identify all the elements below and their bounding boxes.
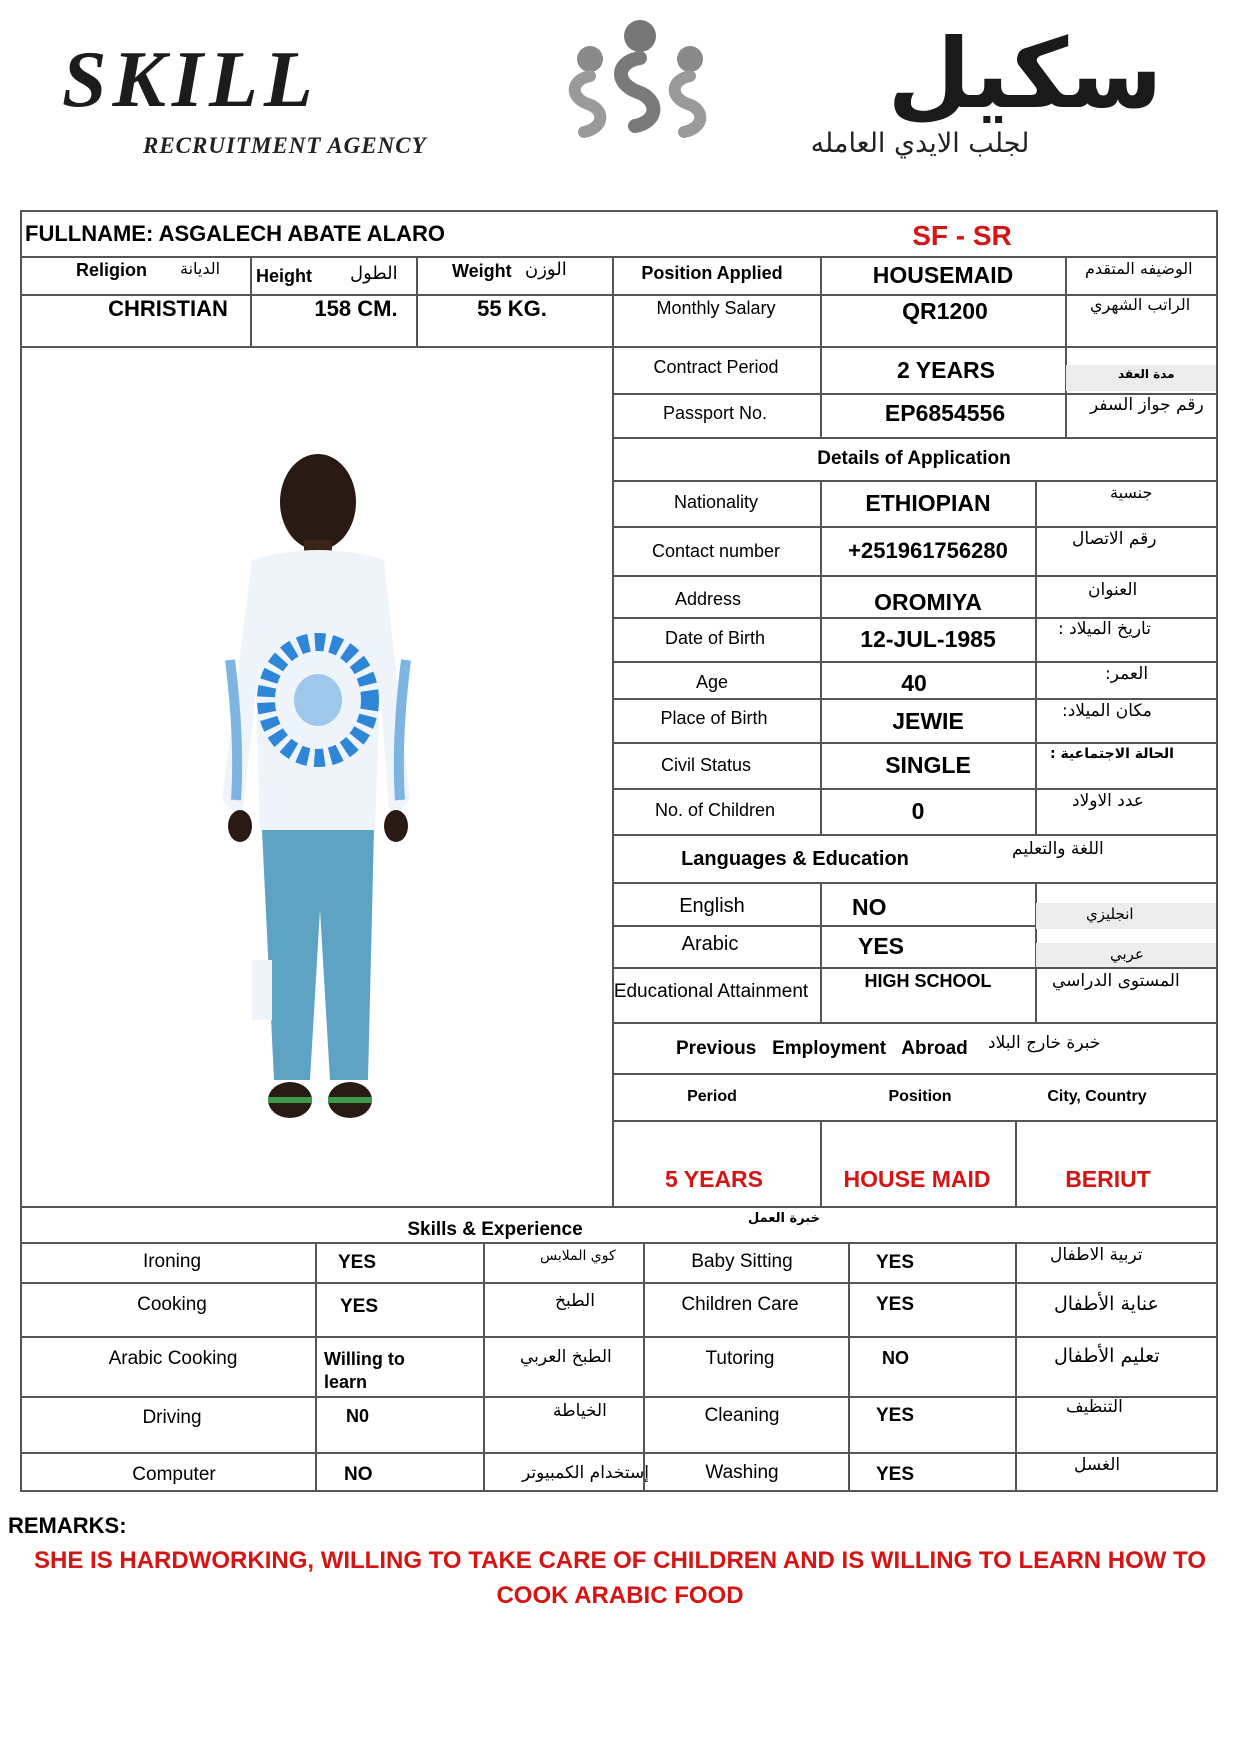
position-label-ar: الوضيفه المتقدم (1085, 259, 1193, 278)
applicant-photo (170, 440, 430, 1140)
skill-computer-value: NO (344, 1464, 373, 1485)
skill-driving-value: N0 (346, 1406, 370, 1426)
skill-cooking-label: Cooking (137, 1294, 207, 1315)
dob-value: 12-JUL-1985 (860, 626, 996, 652)
address-label: Address (674, 589, 742, 609)
arabic-value: YES (858, 933, 905, 959)
logo-text-en: SKILL (62, 36, 319, 124)
skill-driving-label: Driving (142, 1407, 202, 1428)
logo-text-ar: سكيل (887, 18, 1163, 130)
logo-subtitle-en: RECRUITMENT AGENCY (143, 133, 427, 158)
nationality-label: Nationality (673, 492, 759, 512)
nationality-label-ar: جنسية (1110, 483, 1153, 502)
age-label: Age (695, 672, 729, 692)
contact-label: Contact number (651, 541, 781, 561)
fullname: FULLNAME: ASGALECH ABATE ALARO (25, 221, 445, 246)
children-value: 0 (911, 798, 925, 824)
skill-arabiccooking-ar: الطبخ العربي (520, 1347, 612, 1367)
languages-title-ar: اللغة والتعليم (1012, 839, 1104, 859)
weight-label: Weight (452, 261, 512, 281)
skill-washing-value: YES (876, 1464, 915, 1485)
skills-title-ar: خبرة العمل (748, 1211, 820, 1226)
salary-value: QR1200 (902, 298, 988, 324)
details-title: Details of Application (817, 448, 1011, 469)
arabic-label: Arabic (681, 933, 739, 955)
col-city: City, Country (1047, 1088, 1147, 1105)
religion-value: CHRISTIAN (108, 296, 228, 321)
skill-cleaning-value: YES (876, 1405, 915, 1426)
employment-title-ar: خبرة خارج البلاد (988, 1033, 1101, 1053)
nationality-value: ETHIOPIAN (865, 490, 991, 516)
dob-label: Date of Birth (664, 628, 766, 648)
english-value: NO (852, 894, 887, 920)
english-label: English (679, 895, 745, 917)
skill-ironing-label: Ironing (142, 1251, 202, 1272)
skill-babysitting-value: YES (876, 1252, 915, 1273)
pob-value: JEWIE (892, 708, 964, 734)
salary-label-ar: الراتب الشهري (1090, 295, 1191, 314)
dob-label-ar: تاريخ الميلاد : (1058, 619, 1151, 639)
address-value: OROMIYA (874, 589, 982, 615)
skill-babysitting-label: Baby Sitting (691, 1251, 793, 1272)
education-label-ar: المستوى الدراسي (1052, 971, 1180, 991)
logo-subtitle-ar: لجلب الايدي العامله (810, 128, 1030, 159)
skill-ironing-value: YES (338, 1252, 377, 1273)
children-label: No. of Children (654, 800, 776, 820)
skill-babysitting-ar: تربية الاطفال (1050, 1245, 1143, 1265)
height-value: 158 CM. (314, 296, 398, 321)
salary-label: Monthly Salary (656, 298, 776, 318)
skill-childrencare-ar: عناية الأطفال (1054, 1293, 1159, 1315)
pob-label-ar: مكان الميلاد: (1062, 701, 1152, 721)
passport-label: Passport No. (662, 403, 768, 423)
skill-cooking-value: YES (340, 1296, 379, 1317)
civil-status-label: Civil Status (660, 755, 752, 775)
arabic-label-ar: عربي (1110, 945, 1144, 963)
col-position: Position (888, 1088, 952, 1105)
skill-cleaning-ar: التنظيف (1066, 1397, 1123, 1417)
position-label: Position Applied (641, 263, 783, 283)
skill-ironing-ar: كوي الملابس (540, 1248, 616, 1264)
address-label-ar: العنوان (1088, 580, 1138, 600)
skill-arabiccooking-value: Willing to learn (324, 1349, 405, 1392)
age-value: 40 (901, 670, 927, 696)
skill-washing-label: Washing (705, 1462, 779, 1483)
employment-position: HOUSE MAID (843, 1166, 991, 1192)
remarks-label: REMARKS: (8, 1513, 127, 1538)
skill-tutoring-ar: تعليم الأطفال (1054, 1345, 1160, 1367)
pob-label: Place of Birth (660, 708, 768, 728)
contract-value: 2 YEARS (896, 357, 996, 383)
civil-status-value: SINGLE (885, 752, 971, 778)
languages-title: Languages & Education (681, 848, 909, 870)
remarks-text: SHE IS HARDWORKING, WILLING TO TAKE CARE OF CHILDREN AND IS WILLING TO LEARN HOW TO COOK ARABIC FOOD (34, 1547, 1206, 1609)
civil-status-label-ar: الحالة الاجتماعية : (1050, 746, 1174, 762)
education-label: Educational Attainment (613, 981, 809, 1002)
religion-label: Religion (76, 260, 147, 280)
skill-computer-label: Computer (132, 1464, 216, 1485)
children-label-ar: عدد الاولاد (1072, 791, 1144, 811)
passport-label-ar: رقم جواز السفر (1090, 395, 1204, 415)
skill-driving-ar: الخياطة (553, 1401, 607, 1421)
religion-label-ar: الديانة (180, 259, 221, 278)
skill-arabiccooking-label: Arabic Cooking (108, 1348, 238, 1369)
skill-childrencare-value: YES (876, 1294, 915, 1315)
employment-period: 5 YEARS (664, 1166, 764, 1192)
age-label-ar: العمر: (1105, 664, 1149, 684)
contract-label: Contract Period (653, 357, 779, 377)
contact-label-ar: رقم الاتصال (1072, 529, 1157, 549)
education-value: HIGH SCHOOL (864, 971, 992, 991)
passport-value: EP6854556 (884, 400, 1006, 426)
skill-washing-ar: الغسل (1074, 1455, 1121, 1475)
employment-title: Previous Employment Abroad (676, 1038, 968, 1059)
skill-cleaning-label: Cleaning (704, 1405, 780, 1426)
english-label-ar: انجليزي (1086, 905, 1134, 923)
reference-code: SF - SR (912, 220, 1012, 251)
skills-title: Skills & Experience (407, 1219, 583, 1240)
skill-tutoring-label: Tutoring (705, 1348, 775, 1369)
contact-value: +251961756280 (848, 538, 1008, 563)
employment-city: BERIUT (1065, 1166, 1151, 1192)
col-period: Period (687, 1088, 737, 1105)
skill-tutoring-value: NO (882, 1348, 909, 1368)
skill-childrencare-label: Children Care (681, 1294, 799, 1315)
weight-value: 55 KG. (477, 296, 547, 321)
skill-cooking-ar: الطبخ (555, 1291, 595, 1311)
position-value: HOUSEMAID (872, 262, 1014, 288)
skill-computer-ar: إستخدام الكمبيوتر (522, 1463, 649, 1483)
contract-label-ar: مدة العقد (1118, 367, 1175, 381)
height-label-ar: الطول (350, 263, 398, 284)
people-logo-icon (540, 14, 740, 144)
height-label: Height (256, 266, 312, 286)
weight-label-ar: الوزن (525, 259, 567, 280)
